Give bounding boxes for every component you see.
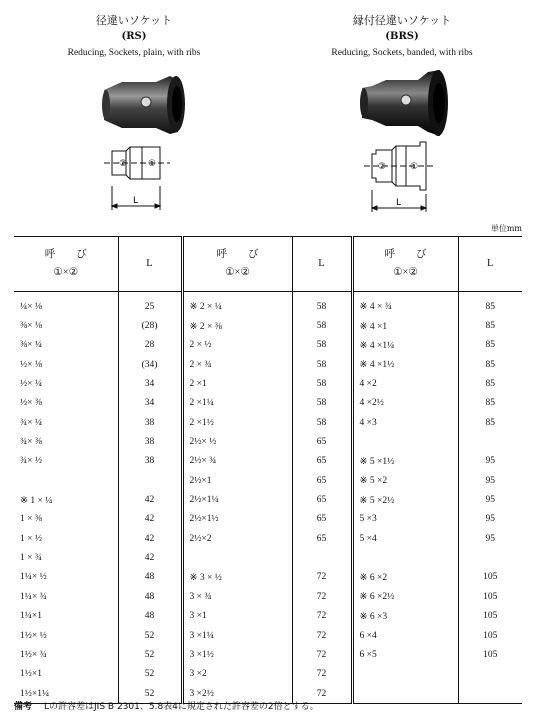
cell-nominal-size: 3 ×2 (189, 669, 207, 680)
cell-length: 85 (458, 355, 522, 374)
header-nominal: 呼 び ①×② (14, 237, 118, 292)
cell-nominal-size: 1½×1 (20, 669, 42, 680)
cell-nominal-size: 4 ×2 (359, 379, 377, 390)
cell-nominal-size (352, 684, 458, 704)
table-row (14, 587, 522, 606)
cell-length: 48 (118, 607, 182, 626)
cell-nominal-size: ※ 4 ×1½ (359, 360, 395, 371)
header-nominal: 呼 び ①×② (352, 237, 458, 292)
cell-length (458, 665, 522, 684)
cell-length: 52 (118, 665, 182, 684)
cell-length (458, 684, 522, 704)
cell-nominal-size: 5 ×4 (359, 533, 377, 544)
cell-nominal-size: 6 ×5 (359, 649, 377, 660)
cell-length: 58 (292, 336, 352, 355)
cell-nominal-size: 2 × ½ (189, 340, 212, 351)
cell-nominal-size: ※ 6 ×3 (359, 611, 388, 622)
cell-length: 95 (458, 452, 522, 471)
cell-nominal-size: ※ 4 × ¾ (359, 302, 392, 313)
cell-length: 38 (118, 413, 182, 432)
cell-length: 85 (458, 374, 522, 393)
cell-length: 52 (118, 684, 182, 704)
rs-code: (RS) (121, 31, 147, 42)
brs-title-jp: 縁付径違いソケット (352, 14, 452, 27)
cell-length: 65 (292, 490, 352, 509)
cell-nominal-size: 1¼× ½ (20, 572, 47, 583)
cell-length: 58 (292, 413, 352, 432)
header-nominal: 呼 び ①×② (182, 237, 292, 292)
cell-nominal-size: ※ 6 ×2 (359, 572, 388, 583)
cell-length: 85 (458, 413, 522, 432)
cell-nominal-size: 2 ×1 (189, 379, 207, 390)
table-row (14, 413, 522, 432)
cell-length: 72 (292, 626, 352, 645)
cell-nominal-size: 1 × ¾ (20, 553, 42, 564)
cell-nominal-size: ※ 1 × ¼ (20, 495, 53, 506)
brs-photo (360, 70, 448, 136)
cell-length: 48 (118, 568, 182, 587)
table-row (14, 374, 522, 393)
cell-nominal-size: 5 ×3 (359, 514, 377, 525)
cell-length (458, 548, 522, 567)
cell-nominal-size: 2½× ¾ (189, 456, 217, 467)
unit-label: 単位mm (490, 224, 522, 233)
cell-length: 85 (458, 394, 522, 413)
remark-note (14, 699, 319, 712)
cell-length: 72 (292, 568, 352, 587)
cell-length: 72 (292, 587, 352, 606)
cell-nominal-size: 1¼× ¾ (20, 591, 47, 602)
cell-length: 58 (292, 394, 352, 413)
cell-length: 42 (118, 510, 182, 529)
cell-nominal-size: ※ 4 ×1¼ (359, 340, 395, 351)
table-row (14, 665, 522, 684)
cell-nominal-size: 1½×1¼ (20, 688, 50, 699)
cell-length: 58 (292, 316, 352, 335)
cell-length: 95 (458, 471, 522, 490)
cell-length: 34 (118, 374, 182, 393)
cell-length: 52 (118, 645, 182, 664)
cell-length (458, 432, 522, 451)
table-row (14, 452, 522, 471)
cell-length: 85 (458, 336, 522, 355)
table-row (14, 548, 522, 567)
cell-nominal-size: 3 ×2½ (189, 688, 214, 699)
cell-length: 34 (118, 394, 182, 413)
table-row (14, 490, 522, 509)
cell-nominal-size: ¾× ¼ (20, 417, 42, 428)
cell-nominal-size: 1 × ⅜ (20, 514, 42, 525)
brs-dim-l: L (396, 198, 402, 208)
cell-nominal-size: ¼× ⅛ (20, 301, 42, 312)
cell-nominal-size: ※ 2 × ¼ (189, 302, 222, 313)
cell-nominal-size: ½× ¼ (20, 379, 42, 390)
cell-length: (34) (118, 355, 182, 374)
cell-nominal-size: ½× ⅛ (20, 359, 42, 370)
remark-label: 備考 (14, 702, 33, 712)
brs-drawings (268, 0, 536, 222)
cell-nominal-size: 3 × ¾ (189, 591, 212, 602)
cell-length: 25 (118, 292, 182, 317)
cell-nominal-size: 3 ×1¼ (189, 630, 214, 641)
cell-nominal-size: ※ 5 ×2 (359, 476, 388, 487)
header-l: L (292, 237, 352, 292)
cell-length: 52 (118, 626, 182, 645)
cell-nominal-size: 4 ×2½ (359, 398, 384, 409)
cell-nominal-size: ¾× ½ (20, 456, 42, 467)
cell-nominal-size: ※ 5 ×1½ (359, 456, 395, 467)
cell-nominal-size (352, 548, 458, 567)
cell-length: (28) (118, 316, 182, 335)
cell-length: 105 (458, 607, 522, 626)
cell-length: 38 (118, 432, 182, 451)
cell-length (118, 471, 182, 490)
rs-title-en: Reducing, Sockets, plain, with ribs (67, 48, 201, 58)
cell-length: 85 (458, 292, 522, 317)
table-row (14, 292, 522, 317)
table-row (14, 568, 522, 587)
table-row (14, 471, 522, 490)
cell-nominal-size: 2 ×1¼ (189, 398, 214, 409)
cell-nominal-size: 2½×1 (189, 475, 212, 486)
rs-label-2: ② (119, 159, 128, 169)
cell-length: 28 (118, 336, 182, 355)
table-row (14, 394, 522, 413)
cell-nominal-size: 2½×1½ (189, 514, 219, 525)
table-row (14, 336, 522, 355)
rs-title-jp: 径違いソケット (95, 14, 173, 27)
cell-length: 72 (292, 645, 352, 664)
rs-photo (102, 76, 185, 134)
rs-dim-l: L (133, 196, 139, 206)
rs-drawings (0, 0, 268, 222)
cell-nominal-size: ⅜× ¼ (20, 340, 42, 351)
table-row (14, 355, 522, 374)
cell-length: 105 (458, 587, 522, 606)
cell-length: 105 (458, 645, 522, 664)
cell-nominal-size (14, 471, 118, 490)
cell-length: 58 (292, 292, 352, 317)
cell-length: 65 (292, 529, 352, 548)
brs-code: (BRS) (385, 31, 419, 42)
cell-nominal-size (352, 432, 458, 451)
header-l: L (118, 237, 182, 292)
cell-length: 105 (458, 568, 522, 587)
cell-length (292, 548, 352, 567)
cell-length: 42 (118, 490, 182, 509)
brs-label-1: ① (410, 162, 419, 172)
cell-nominal-size: ¾× ⅜ (20, 437, 42, 448)
cell-length: 58 (292, 374, 352, 393)
cell-length: 72 (292, 607, 352, 626)
table-row (14, 316, 522, 335)
table-row (14, 510, 522, 529)
cell-length: 105 (458, 626, 522, 645)
cell-length: 65 (292, 452, 352, 471)
table-row (14, 645, 522, 664)
cell-nominal-size: 4 ×3 (359, 417, 377, 428)
table-row (14, 529, 522, 548)
cell-nominal-size: 2½×1¼ (189, 495, 219, 506)
cell-nominal-size (182, 548, 292, 567)
table-row (14, 607, 522, 626)
cell-nominal-size: 3 ×1½ (189, 649, 214, 660)
table-row (14, 432, 522, 451)
cell-nominal-size: 2 ×1½ (189, 417, 214, 428)
cell-nominal-size (352, 665, 458, 684)
cell-nominal-size: ※ 5 ×2½ (359, 495, 395, 506)
cell-length: 65 (292, 471, 352, 490)
cell-nominal-size: 3 ×1 (189, 611, 207, 622)
cell-nominal-size: ※ 2 × ⅜ (189, 321, 222, 332)
table-row (14, 626, 522, 645)
cell-length: 95 (458, 490, 522, 509)
cell-nominal-size: 2½× ½ (189, 437, 217, 448)
cell-length: 65 (292, 432, 352, 451)
cell-nominal-size: ※ 6 ×2½ (359, 592, 395, 603)
rs-label-1: ① (148, 159, 157, 169)
cell-nominal-size: 2 × ¾ (189, 359, 212, 370)
cell-nominal-size: ½× ⅜ (20, 398, 42, 409)
cell-length: 95 (458, 529, 522, 548)
cell-length: 72 (292, 665, 352, 684)
cell-nominal-size: 1½× ¾ (20, 649, 47, 660)
cell-length: 95 (458, 510, 522, 529)
cell-length: 72 (292, 684, 352, 704)
table-body (14, 292, 522, 704)
cell-nominal-size: ※ 4 ×1 (359, 321, 388, 332)
dimension-table (14, 236, 522, 704)
header-l: L (458, 237, 522, 292)
cell-length: 58 (292, 355, 352, 374)
cell-nominal-size: 1¼×1 (20, 611, 42, 622)
cell-length: 85 (458, 316, 522, 335)
cell-length: 42 (118, 529, 182, 548)
brs-title-en: Reducing, Sockets, banded, with ribs (331, 48, 473, 58)
cell-nominal-size: ⅜× ⅛ (20, 321, 42, 332)
cell-length: 38 (118, 452, 182, 471)
cell-length: 48 (118, 587, 182, 606)
brs-label-2: ② (378, 162, 387, 172)
remark-text: Lの許容差はJIS B 2301、5.8表4に規定された許容差の2倍とする。 (44, 702, 319, 712)
table-header-row (14, 237, 522, 292)
cell-length: 42 (118, 548, 182, 567)
cell-nominal-size: 2½×2 (189, 533, 212, 544)
cell-nominal-size: ※ 3 × ½ (189, 572, 222, 583)
cell-nominal-size: 1 × ½ (20, 533, 42, 544)
cell-nominal-size: 1½× ½ (20, 630, 47, 641)
cell-length: 65 (292, 510, 352, 529)
cell-nominal-size: 6 ×4 (359, 630, 377, 641)
